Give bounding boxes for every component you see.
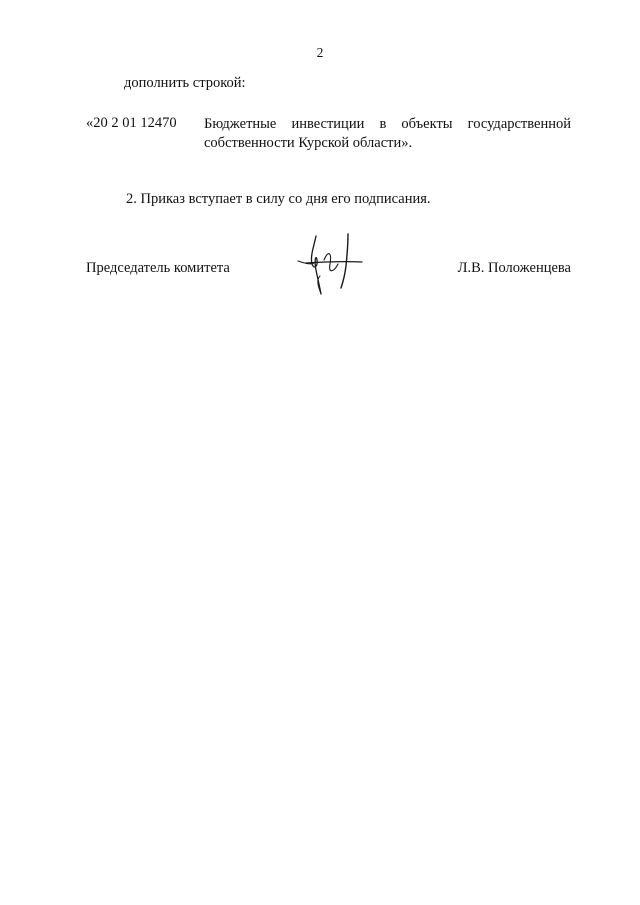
budget-description <box>204 115 571 153</box>
signature-row <box>86 260 571 300</box>
page-number: 2 <box>316 45 324 60</box>
intro-text: дополнить строкой: <box>124 75 246 91</box>
budget-code: «20 2 01 12470 <box>86 115 177 131</box>
budget-description-line-1: Бюджетные инвестиции в объекты государственной <box>204 116 571 132</box>
budget-description-line-2: собственности Курской области». <box>204 135 413 151</box>
clause-2: 2. Приказ вступает в силу со дня его подписания. <box>126 191 431 207</box>
signer-name: Л.В. Положенцева <box>457 260 571 276</box>
signer-title: Председатель комитета <box>86 260 230 276</box>
